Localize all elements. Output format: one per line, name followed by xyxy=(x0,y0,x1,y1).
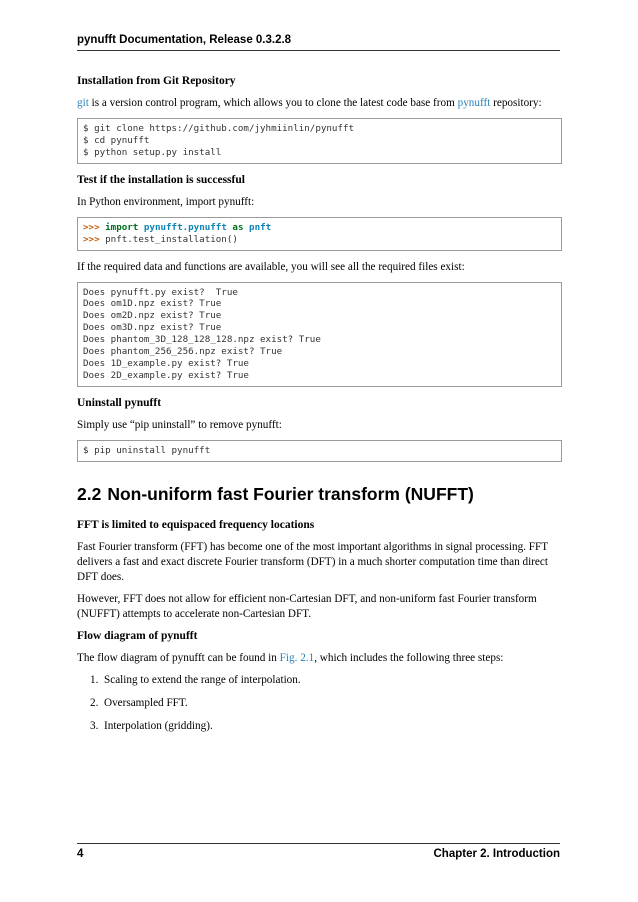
section-number: 2.2 xyxy=(77,483,102,504)
heading-install-git: Installation from Git Repository xyxy=(77,75,236,87)
list-item: 3. Interpolation (gridding). xyxy=(90,719,213,732)
heading-test-install: Test if the installation is successful xyxy=(77,173,245,186)
install-git-paragraph: git is a version control program, which allows you to clone the latest code base from pynufft repository: xyxy=(77,97,542,109)
footer-rule xyxy=(77,843,560,844)
header-rule xyxy=(77,50,560,51)
python-prompt: >>> xyxy=(83,221,106,233)
code-block-git-install xyxy=(77,118,562,164)
output-line: Does 2D_example.py exist? True xyxy=(83,369,249,381)
pynufft-repo-link[interactable]: pynufft xyxy=(457,97,491,109)
code-line: $ cd pynufft xyxy=(83,134,150,146)
keyword-import: import xyxy=(105,221,139,233)
page-number: 4 xyxy=(77,848,84,860)
code-line: >>> pnft.test_installation() xyxy=(83,233,238,245)
page-content xyxy=(77,74,562,742)
code-line xyxy=(83,222,561,234)
heading-flow-diagram: Flow diagram of pynufft xyxy=(77,629,198,642)
running-header: pynufft Documentation, Release 0.3.2.8 xyxy=(77,34,292,46)
chapter-label: Chapter 2. Introduction xyxy=(433,848,560,860)
code-line: $ pip uninstall pynufft xyxy=(83,444,211,456)
output-line: Does 1D_example.py exist? True xyxy=(83,357,249,369)
steps-list xyxy=(77,673,562,734)
code-block-python-test xyxy=(77,217,562,251)
output-line: Does om3D.npz exist? True xyxy=(83,322,222,334)
output-line: Does phantom_256_256.npz exist? True xyxy=(83,346,283,358)
code-block-test-output xyxy=(77,282,562,387)
figure-2-1-link[interactable]: Fig. 2.1 xyxy=(279,651,315,664)
code-block-uninstall xyxy=(77,440,562,462)
git-link[interactable]: git xyxy=(77,97,89,109)
fft-paragraph-1: Fast Fourier transform (FFT) has become one of the most important algorithms in signal processing. FFT delivers a fast and exact discrete Fourier transform (DFT) in a much shorter computation time than direct DFT does. xyxy=(77,540,548,583)
module-alias: pnft xyxy=(249,221,272,233)
section-heading-nufft xyxy=(77,484,562,504)
required-files-paragraph: If the required data and functions are available, you will see all the required files exist: xyxy=(77,260,465,273)
flow-paragraph: The flow diagram of pynufft can be found in Fig. 2.1, which includes the following three steps: xyxy=(77,651,504,664)
keyword-as: as xyxy=(232,221,244,233)
output-line: Does phantom_3D_128_128_128.npz exist? True xyxy=(83,334,321,346)
output-line: Does om2D.npz exist? True xyxy=(83,310,222,322)
code-line: $ git clone https://github.com/jyhmiinlin/pynufft xyxy=(83,123,355,134)
output-line: Does pynufft.py exist? True xyxy=(83,286,238,298)
python-prompt: >>> xyxy=(83,233,106,245)
module-name: pynufft.pynufft xyxy=(143,221,227,233)
section-title: Non-uniform fast Fourier transform (NUFFT) xyxy=(107,483,474,504)
list-item: 1. Scaling to extend the range of interpolation. xyxy=(90,673,301,686)
heading-uninstall: Uninstall pynufft xyxy=(77,396,162,409)
list-item: 2. Oversampled FFT. xyxy=(90,696,188,709)
uninstall-paragraph: Simply use “pip uninstall” to remove pynufft: xyxy=(77,418,282,431)
test-install-paragraph: In Python environment, import pynufft: xyxy=(77,195,255,208)
output-line: Does om1D.npz exist? True xyxy=(83,298,222,310)
code-line: $ python setup.py install xyxy=(83,146,222,158)
heading-fft-limited: FFT is limited to equispaced frequency locations xyxy=(77,518,315,531)
fft-paragraph-2: However, FFT does not allow for efficient non-Cartesian DFT, and non-uniform fast Fourier transform (NUFFT) attempts to accelerate non-Cartesian DFT. xyxy=(77,592,537,620)
